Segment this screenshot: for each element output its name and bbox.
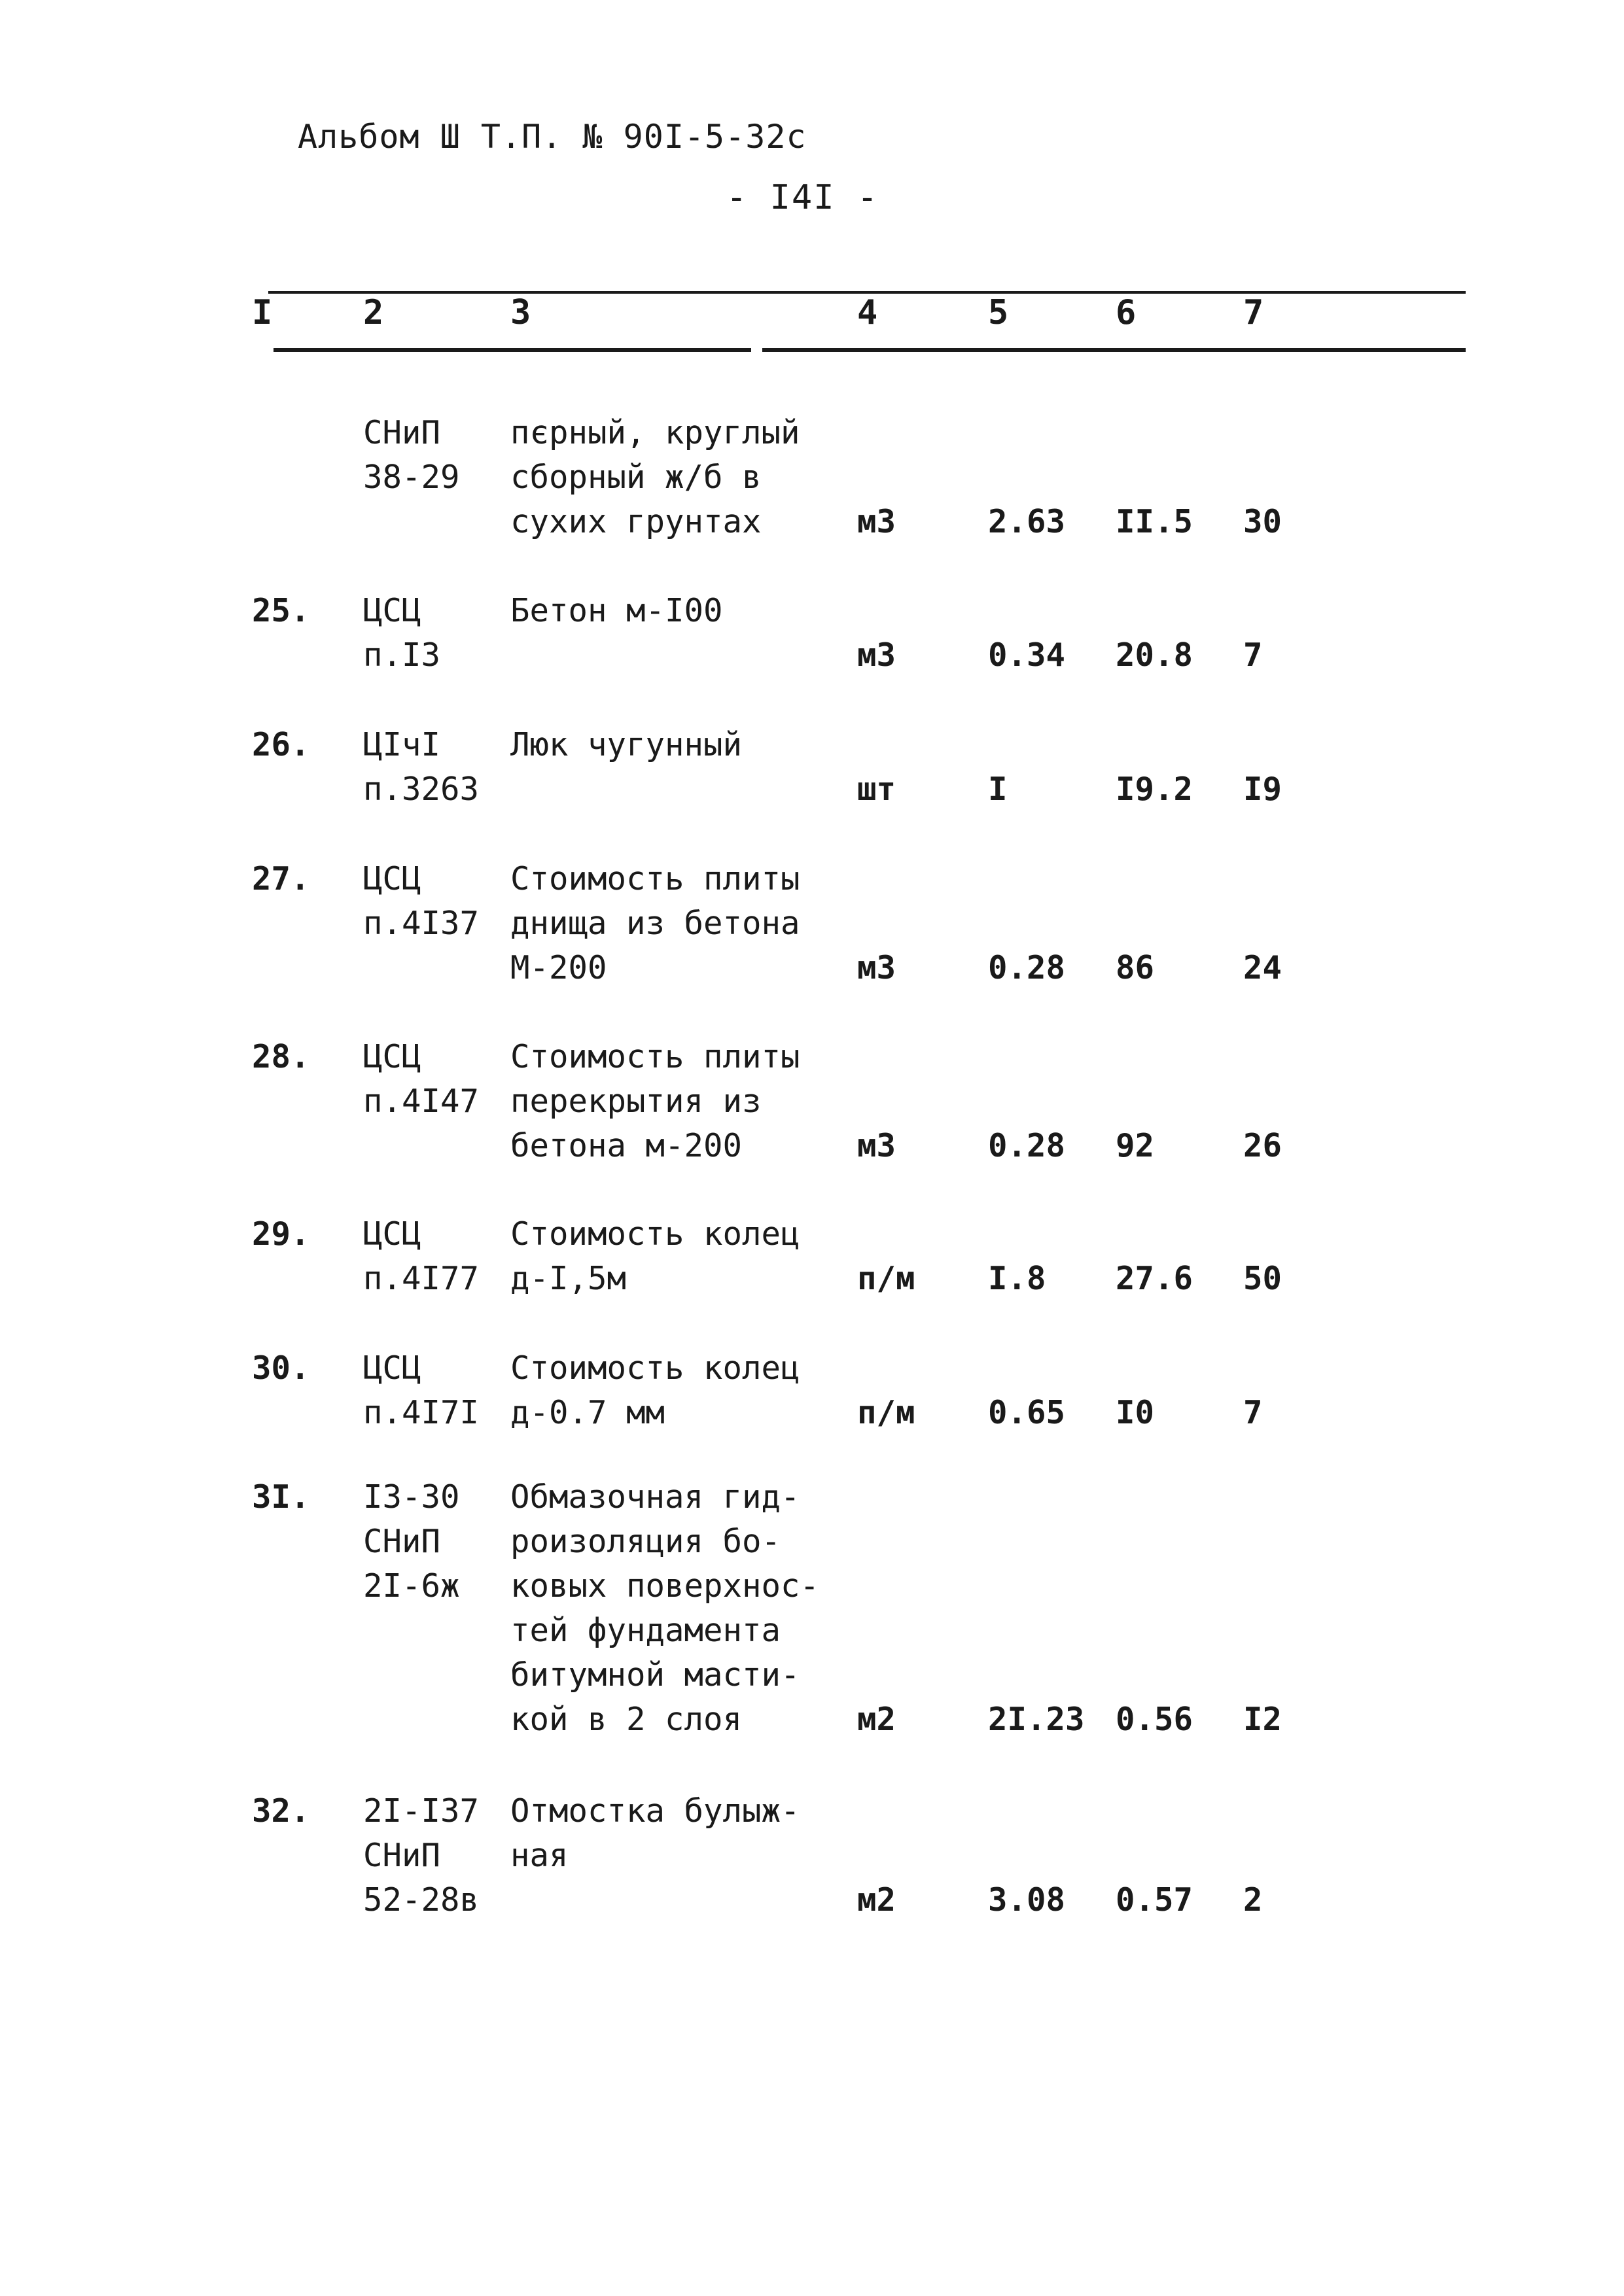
unit-price: 27.6	[1116, 1260, 1193, 1297]
item-number: 28.	[252, 1038, 310, 1075]
unit: м3	[857, 949, 896, 986]
column-header-1: I	[252, 293, 273, 332]
quantity: 2.63	[988, 503, 1066, 540]
unit-price: I0	[1116, 1394, 1155, 1431]
unit: м2	[857, 1881, 896, 1919]
norm-reference: 2I-I37 СНиП 52-28в	[363, 1792, 480, 1919]
quantity: 2I.23	[988, 1701, 1085, 1738]
unit-price: 0.57	[1116, 1881, 1193, 1919]
unit-price: 0.56	[1116, 1701, 1193, 1738]
page-number: - I4I -	[726, 178, 879, 217]
quantity: 0.28	[988, 949, 1066, 986]
quantity: I.8	[988, 1260, 1046, 1297]
quantity: 0.65	[988, 1394, 1066, 1431]
norm-reference: ЦСЦ п.4I7I	[363, 1349, 480, 1431]
total: 24	[1243, 949, 1282, 986]
total: 7	[1243, 636, 1263, 674]
item-number: 29.	[252, 1215, 310, 1253]
unit: м2	[857, 1701, 896, 1738]
column-header-4: 4	[857, 293, 878, 332]
item-number: 25.	[252, 592, 310, 629]
total: 26	[1243, 1127, 1282, 1164]
total: I9	[1243, 771, 1282, 808]
quantity: 0.34	[988, 636, 1066, 674]
unit-price: II.5	[1116, 503, 1193, 540]
column-header-7: 7	[1243, 293, 1264, 332]
work-description: Стоимость плиты перекрытия из бетона м-200	[510, 1038, 800, 1164]
work-description: пєрный, круглый сборный ж/б в сухих грунтах	[510, 414, 800, 540]
norm-reference: ЦСЦ п.4I37	[363, 860, 480, 942]
unit-price: 20.8	[1116, 636, 1193, 674]
unit-price: I9.2	[1116, 771, 1193, 808]
unit: п/м	[857, 1260, 915, 1297]
column-header-3: 3	[510, 293, 531, 332]
unit-price: 92	[1116, 1127, 1155, 1164]
work-description: Отмостка булыж- ная	[510, 1792, 800, 1874]
item-number: 32.	[252, 1792, 310, 1830]
quantity: 0.28	[988, 1127, 1066, 1164]
item-number: 30.	[252, 1349, 310, 1387]
work-description: Обмазочная гид- роизоляция бо- ковых поверхнос- тей фундамента битумной масти- кой в 2 слоя	[510, 1478, 820, 1738]
norm-reference: ЦСЦ п.4I77	[363, 1215, 480, 1297]
total: 7	[1243, 1394, 1263, 1431]
column-header-2: 2	[363, 293, 384, 332]
norm-reference: ЦIчI п.3263	[363, 726, 480, 808]
unit: м3	[857, 1127, 896, 1164]
item-number: 27.	[252, 860, 310, 897]
item-number: 26.	[252, 726, 310, 763]
unit: п/м	[857, 1394, 915, 1431]
quantity: 3.08	[988, 1881, 1066, 1919]
norm-reference: ЦСЦ п.I3	[363, 592, 441, 674]
total: I2	[1243, 1701, 1282, 1738]
norm-reference: СНиП 38-29	[363, 414, 460, 496]
work-description: Люк чугунный	[510, 726, 743, 763]
norm-reference: ЦСЦ п.4I47	[363, 1038, 480, 1120]
unit: м3	[857, 636, 896, 674]
album-reference: Альбом Ш Т.П. № 90I-5-32с	[298, 118, 807, 156]
work-description: Стоимость колец д-I,5м	[510, 1215, 800, 1297]
work-description: Стоимость плиты днища из бетона М-200	[510, 860, 800, 986]
column-header-5: 5	[988, 293, 1009, 332]
unit: м3	[857, 503, 896, 540]
total: 30	[1243, 503, 1282, 540]
unit: шт	[857, 771, 896, 808]
unit-price: 86	[1116, 949, 1155, 986]
column-header-6: 6	[1116, 293, 1137, 332]
total: 2	[1243, 1881, 1263, 1919]
norm-reference: I3-30 СНиП 2I-6ж	[363, 1478, 460, 1605]
work-description: Стоимость колец д-0.7 мм	[510, 1349, 800, 1431]
total: 50	[1243, 1260, 1282, 1297]
work-description: Бетон м-I00	[510, 592, 723, 629]
quantity: I	[988, 771, 1008, 808]
item-number: 3I.	[252, 1478, 310, 1516]
